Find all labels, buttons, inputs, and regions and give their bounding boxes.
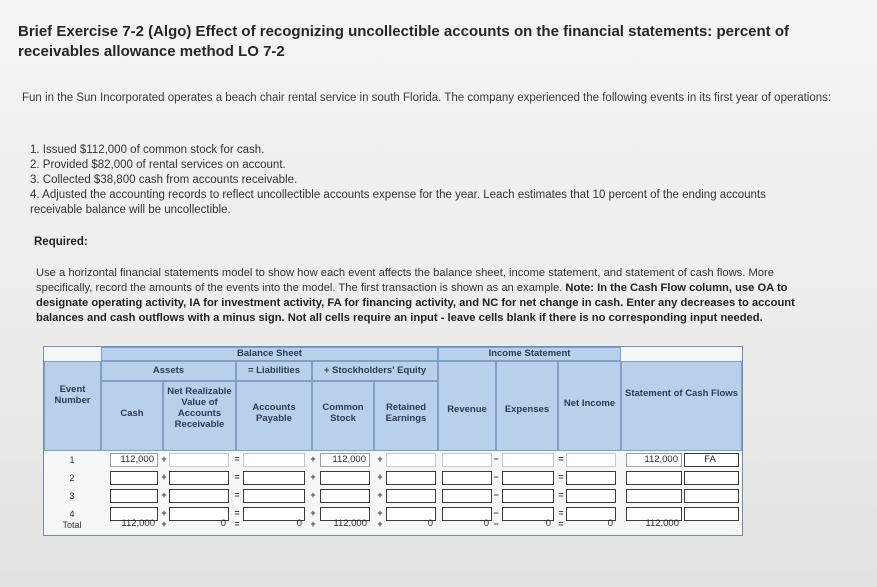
instructions xyxy=(36,266,826,326)
balance-sheet-header: Balance Sheet xyxy=(101,347,438,361)
cash-input-row3[interactable] xyxy=(110,489,158,503)
cs-input-row1[interactable]: 112,000 xyxy=(320,453,370,467)
exp-total: 0 xyxy=(545,518,551,529)
cs-total: 112,000 xyxy=(333,518,367,529)
minus-sign: − xyxy=(493,454,499,464)
cf-activity-input-row4[interactable] xyxy=(684,507,739,521)
minus-sign: − xyxy=(493,508,499,518)
ap-input-row3[interactable] xyxy=(243,489,305,503)
instructions-text: Use a horizontal financial statements model to show how each event affects the balance sheet, income statement, and statement of cash flows. More specifically, record the amounts of the events into the model. The first transaction is shown as an example. xyxy=(36,267,774,294)
income-statement-header: Income Statement xyxy=(438,347,621,361)
plus-sign: + xyxy=(377,508,383,518)
plus-sign: + xyxy=(377,472,383,482)
plus-sign: + xyxy=(161,490,167,500)
equals-sign: = xyxy=(234,519,240,529)
equals-sign: = xyxy=(234,472,240,482)
plus-sign: + xyxy=(161,519,167,529)
ar-input-row1[interactable] xyxy=(169,453,229,467)
plus-sign: + xyxy=(377,490,383,500)
nrv-ar-col-header: Net Realizable Value of Accounts Receivable xyxy=(163,381,236,451)
net-income-col-header: Net Income xyxy=(558,361,621,451)
plus-sign: + xyxy=(377,519,383,529)
ap-input-row2[interactable] xyxy=(243,471,305,485)
plus-sign: + xyxy=(161,454,167,464)
ap-input-row1[interactable] xyxy=(243,453,305,467)
cf-amount-input-row3[interactable] xyxy=(626,489,682,503)
equals-sign: = xyxy=(558,472,564,482)
cf-amount-input-row1[interactable]: 112,000 xyxy=(626,453,682,467)
event-item-1: 1. Issued $112,000 of common stock for cash. xyxy=(30,144,265,156)
ar-total: 0 xyxy=(220,518,226,529)
assets-header: Assets xyxy=(101,361,236,381)
cash-input-row1[interactable]: 112,000 xyxy=(110,453,158,467)
row-label-3: 3 xyxy=(69,491,75,501)
plus-sign: + xyxy=(310,472,316,482)
equals-sign: = xyxy=(234,508,240,518)
ar-input-row3[interactable] xyxy=(169,489,229,503)
cash-total: 112,000 xyxy=(121,518,155,529)
instructions-note: Note: In the Cash Flow column, use OA to designate operating activity, IA for investment activity, FA for financing activity, and NC for net change in cash. Enter any decreases to account balances and cash outflows with a minus sign. Not all cells require an input - leave cells blank if there is no corresponding input needed. xyxy=(36,282,795,324)
required-label: Required: xyxy=(34,236,88,248)
row-label-total: Total xyxy=(62,520,82,530)
plus-sign: + xyxy=(161,472,167,482)
ni-total: 0 xyxy=(607,518,613,529)
stockholders-equity-header: + Stockholders' Equity xyxy=(312,361,438,381)
cash-flows-col-header: Statement of Cash Flows xyxy=(621,361,742,451)
event-item-4: 4. Adjusted the accounting records to reflect uncollectible accounts expense for the year. Leach estimates that 10 percent of the ending accounts receivable balance will be uncollectible. xyxy=(30,189,766,216)
financial-statements-model-table xyxy=(43,346,743,536)
re-input-row1[interactable] xyxy=(386,453,436,467)
row-label-4: 4 xyxy=(69,509,75,519)
exp-input-row3[interactable] xyxy=(502,489,554,503)
minus-sign: − xyxy=(493,472,499,482)
cs-input-row2[interactable] xyxy=(320,471,370,485)
rev-input-row2[interactable] xyxy=(442,471,492,485)
cf-amount-input-row2[interactable] xyxy=(626,471,682,485)
row-label-1: 1 xyxy=(69,455,75,465)
plus-sign: + xyxy=(161,508,167,518)
cash-col-header: Cash xyxy=(101,381,163,451)
re-input-row2[interactable] xyxy=(386,471,436,485)
plus-sign: + xyxy=(310,519,316,529)
plus-sign: + xyxy=(310,454,316,464)
common-stock-col-header: Common Stock xyxy=(312,381,374,451)
equals-sign: = xyxy=(558,519,564,529)
expenses-col-header: Expenses xyxy=(496,361,558,451)
exercise-title: Brief Exercise 7-2 (Algo) Effect of recognizing uncollectible accounts on the financial statements: percent of receivables allowance method LO 7-2 xyxy=(18,23,789,60)
events-list xyxy=(30,143,820,218)
minus-sign: − xyxy=(493,490,499,500)
cf-activity-input-row2[interactable] xyxy=(684,471,739,485)
event-item-2: 2. Provided $82,000 of rental services on account. xyxy=(30,159,286,171)
rev-total: 0 xyxy=(483,518,489,529)
event-number-header: Event Number xyxy=(44,361,101,451)
ni-input-row1[interactable] xyxy=(566,453,616,467)
ni-input-row2[interactable] xyxy=(566,471,616,485)
intro-text: Fun in the Sun Incorporated operates a beach chair rental service in south Florida. The company experienced the following events in its first year of operations: xyxy=(22,92,832,104)
event-item-3: 3. Collected $38,800 cash from accounts receivable. xyxy=(30,174,298,186)
equals-sign: = xyxy=(234,490,240,500)
revenue-col-header: Revenue xyxy=(438,361,496,451)
cf-activity-input-row1[interactable]: FA xyxy=(684,453,739,467)
rev-input-row3[interactable] xyxy=(442,489,492,503)
retained-earnings-col-header: Retained Earnings xyxy=(374,381,438,451)
rev-input-row1[interactable] xyxy=(442,453,492,467)
re-total: 0 xyxy=(427,518,433,529)
re-input-row3[interactable] xyxy=(386,489,436,503)
ap-total: 0 xyxy=(296,518,302,529)
exp-input-row2[interactable] xyxy=(502,471,554,485)
cf-activity-input-row3[interactable] xyxy=(684,489,739,503)
accounts-payable-col-header: Accounts Payable xyxy=(236,381,312,451)
row-label-2: 2 xyxy=(69,473,75,483)
cf-total: 112,000 xyxy=(645,518,679,529)
plus-sign: + xyxy=(310,508,316,518)
liabilities-header: = Liabilities xyxy=(236,361,312,381)
ar-input-row2[interactable] xyxy=(169,471,229,485)
ni-input-row3[interactable] xyxy=(566,489,616,503)
cash-input-row2[interactable] xyxy=(110,471,158,485)
equals-sign: = xyxy=(558,490,564,500)
minus-sign: − xyxy=(493,519,499,529)
cs-input-row3[interactable] xyxy=(320,489,370,503)
plus-sign: + xyxy=(310,490,316,500)
exp-input-row1[interactable] xyxy=(502,453,554,467)
equals-sign: = xyxy=(234,454,240,464)
plus-sign: + xyxy=(377,454,383,464)
equals-sign: = xyxy=(558,454,564,464)
equals-sign: = xyxy=(558,508,564,518)
